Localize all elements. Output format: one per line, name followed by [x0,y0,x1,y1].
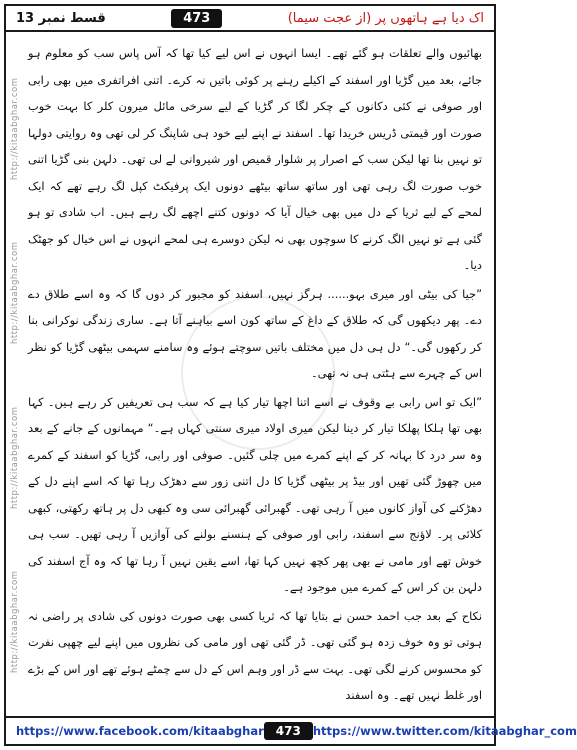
story-title-text: اک دیا ہے ہاتھوں پر [375,10,484,26]
twitter-link[interactable]: https://www.twitter.com/kitaabghar_com [312,724,577,738]
page-number-bottom: 473 [264,722,313,740]
paragraph: ”جیا کی بیٹی اور میری بہو...... ہرگز نہیں، اسفند کو مجبور کر دوں گا کہ وہ اسے طلاق دے دے۔ پھر دیکھوں گی کہ طلاق کے داغ کے ساتھ کون اسے بیاہنے آتا ہے۔ ساری زندگی نوکرانی بنا کر رکھوں گی۔“ دل ہی دل میں مختلف باتیں سوچتے ہوئے وہ سامنے سہمی بیٹھی گڑیا کو نظر اس کے چہرے سے ہٹتی ہی نہ تھی۔ [28,286,482,380]
page-footer [6,716,577,744]
page-header [6,6,494,32]
paragraph: بھائیوں والے تعلقات ہو گئے تھے۔ ایسا انہوں نے اس لیے کیا تھا کہ آس پاس سب کو معلوم ہو جائے، بعد میں گڑیا اور اسفند کے اکیلے رہنے پر کوئی باتیں نہ کرے۔ اتنی افراتفری میں بھی رابی اور صوفی نے کئی دکانوں کے چکر لگا کر گڑیا کے لیے سرخی مائل میرون کلر کا بہت خوب صورت اور قیمتی ڈریس خریدا تھا۔ اسفند نے اپنے لیے خود ہی شاپنگ کر لی تھی وہ روایتی دولہا تو نہیں بنا تھا لیکن سب کے اصرار پر شلوار قمیص اور شیروانی لے لی تھی۔ دلہن بنی گڑیا اتنی خوب صورت لگ رہی تھی اور ساتھ ساتھ بیٹھے دونوں ایک پرفیکٹ کپل لگ رہے تھے کہ ایک لمحے کے لیے ثریا کے دل میں بھی خیال آیا کہ دونوں کتنے اچھے لگ رہے ہیں۔ اب شادی تو ہو گئی ہے تو نہیں الگ کرنے کا سوچوں بھی نہ لیکن دوسرے ہی لمحے انہوں نے اس خیال کو جھٹک دیا۔ [28,46,482,272]
watermark-text: http://kitaabghar.com [10,570,20,674]
watermark-text: http://kitaabghar.com [10,241,20,345]
watermark-text: http://kitaabghar.com [10,405,20,509]
page-number-top: 473 [171,9,222,28]
story-body [28,40,482,706]
paragraph: نکاح کے بعد جب احمد حسن نے بتایا تھا کہ ثریا کسی بھی صورت دونوں کی شادی پر راضی نہ ہوتی تو وہ خوف زدہ ہو گئی تھی۔ ڈر گئی تھی اور مامی کی نظروں میں اپنے لیے چھپی نفرت کو محسوس کرنے لگی تھی۔ بہت سے ڈر اور وہم اس کے دل سے چمٹے ہوئے تھے اور اس کے بڑے اور غلط نہیں تھے۔ وہ اسفند [28,608,482,702]
story-title [288,11,484,26]
author-name: (از عجت سیما) [287,10,372,26]
side-watermark [10,46,24,704]
facebook-link[interactable]: https://www.facebook.com/kitaabghar [16,724,264,738]
page-frame [4,4,577,746]
watermark-text: http://kitaabghar.com [10,76,20,180]
paragraph: ”ایک تو اس رابی بے وقوف نے اسے اتنا اچھا تیار کیا ہے کہ سب ہی تعریفیں کر رہے ہیں۔ کہا بھی تھا ہلکا پھلکا تیار کر دینا لیکن میری اولاد میری سنتی کہاں ہے۔“ مہمانوں کے جانے کے بعد وہ سر درد کا بہانہ کر کے اپنے کمرے میں چلی گئیں۔ صوفی اور رابی، گڑیا کو اسفند کے کمرے میں چھوڑ گئی تھیں اور بیڈ پر بیٹھی گڑیا کا دل اتنی زور سے دھڑک رہا تھا کہ اسے اپنے دل کے دھڑکنے کی آواز کانوں میں آ رہی تھی۔ گھبرائی گھبرائی سی وہ کبھی دل پر ہاتھ رکھتی، کبھی کلائی پر۔ لاؤنج سے اسفند، رابی اور صوفی کے ہنسنے بولنے کی آوازیں آ رہی تھیں۔ سب ہی خوش تھے اور مامی نے بھی پھر کچھ نہیں کہا تھا، اسے یقین نہیں آ رہا تھا کہ وہ آج اسفند کی دلہن بن کر اس کے کمرے میں موجود ہے۔ [28,394,482,594]
episode-label: قسط نمبر 13 [16,10,106,26]
